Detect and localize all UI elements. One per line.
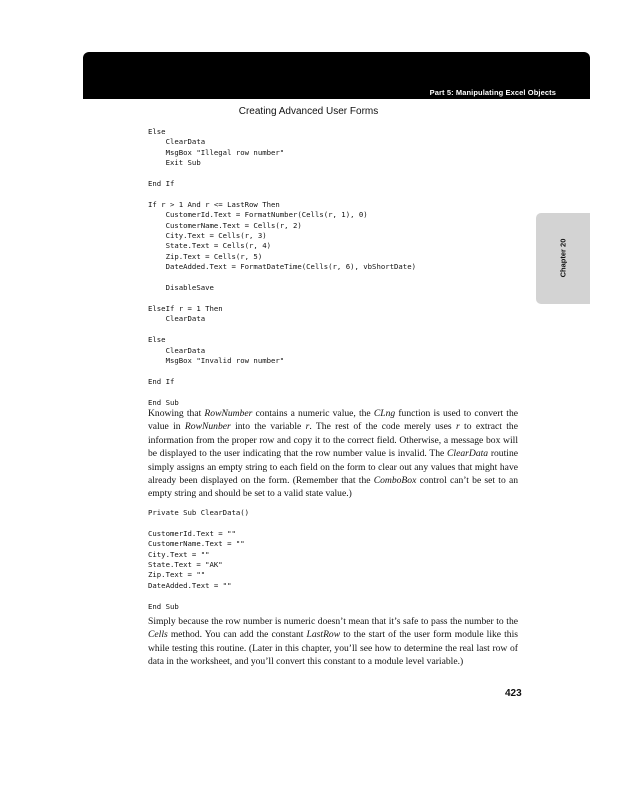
text-run: method. You can add the constant — [167, 629, 307, 641]
italic-term: RowNunber — [184, 421, 231, 433]
text-run: into the variable — [230, 421, 306, 433]
text-run: to extract the information from the proper row and copy it to the correct field. Otherwise, a message box will be displayed to the user indicating that the row number value is invalid. The — [148, 421, 518, 460]
text-run: Simply because the row number is numeric doesn’t mean that it’s safe to pass the number to the — [148, 616, 518, 627]
text-run: control can’t be set to an empty string and should be set to a valid state value.) — [148, 475, 518, 500]
text-run: Knowing that — [148, 408, 205, 419]
text-run: routine simply assigns an empty string to each field on the form to clear out any values that might have already been displayed on the form. (Remember that the — [148, 448, 518, 487]
chapter-tab-label: Chapter 20 — [558, 238, 568, 278]
italic-term: ComboBox — [373, 475, 417, 487]
text-run: . The rest of the code merely uses — [309, 421, 456, 433]
part-label: Part 5: Manipulating Excel Objects — [429, 88, 556, 97]
page-number: 423 — [505, 688, 522, 699]
paragraph-validation — [148, 615, 518, 669]
code-block-clear-data: Private Sub ClearData() CustomerId.Text = "" CustomerName.Text = "" City.Text = "" State.Text = "AK" Zip.Text = "" DateAdded.Text = "" End Sub — [148, 508, 250, 611]
italic-term: LastRow — [306, 629, 341, 641]
italic-term: r — [455, 421, 460, 433]
paragraph-explanation — [148, 407, 518, 501]
italic-term: RowNumber — [204, 408, 253, 419]
text-run: function is used to convert the value in — [148, 408, 518, 433]
chapter-tab — [536, 213, 590, 304]
chapter-title: Creating Advanced User Forms — [238, 106, 379, 117]
italic-term: ClearData — [447, 448, 489, 460]
text-run: to the start of the user form module like this while testing this routine. (Later in this chapter, you’ll see how to determine the real last row of data in the worksheet, and you’ll convert this constant to a module level variable.) — [148, 629, 518, 668]
italic-term: Cells — [148, 629, 168, 641]
code-block-row-lookup: Else ClearData MsgBox "Illegal row number" Exit Sub End If If r > 1 And r <= LastRow Then CustomerId.Text = FormatNumber(Cells(r, 1), 0) CustomerName.Text = Cells(r, 2) City.Text = Cells(r, 3) State.Text = Cells(r, 4) Zip.Text = Cells(r, 5) DateAdded.Text = FormatDateTime(Cells(r, 6), vbShortDate) DisableSave ElseIf r = 1 Then ClearData Else ClearData MsgBox "Invalid row number" End If End Sub — [148, 127, 416, 407]
italic-term: CLng — [373, 408, 396, 419]
text-run: contains a numeric value, the — [252, 408, 374, 419]
italic-term: r — [305, 421, 310, 433]
header-bar — [83, 52, 590, 99]
